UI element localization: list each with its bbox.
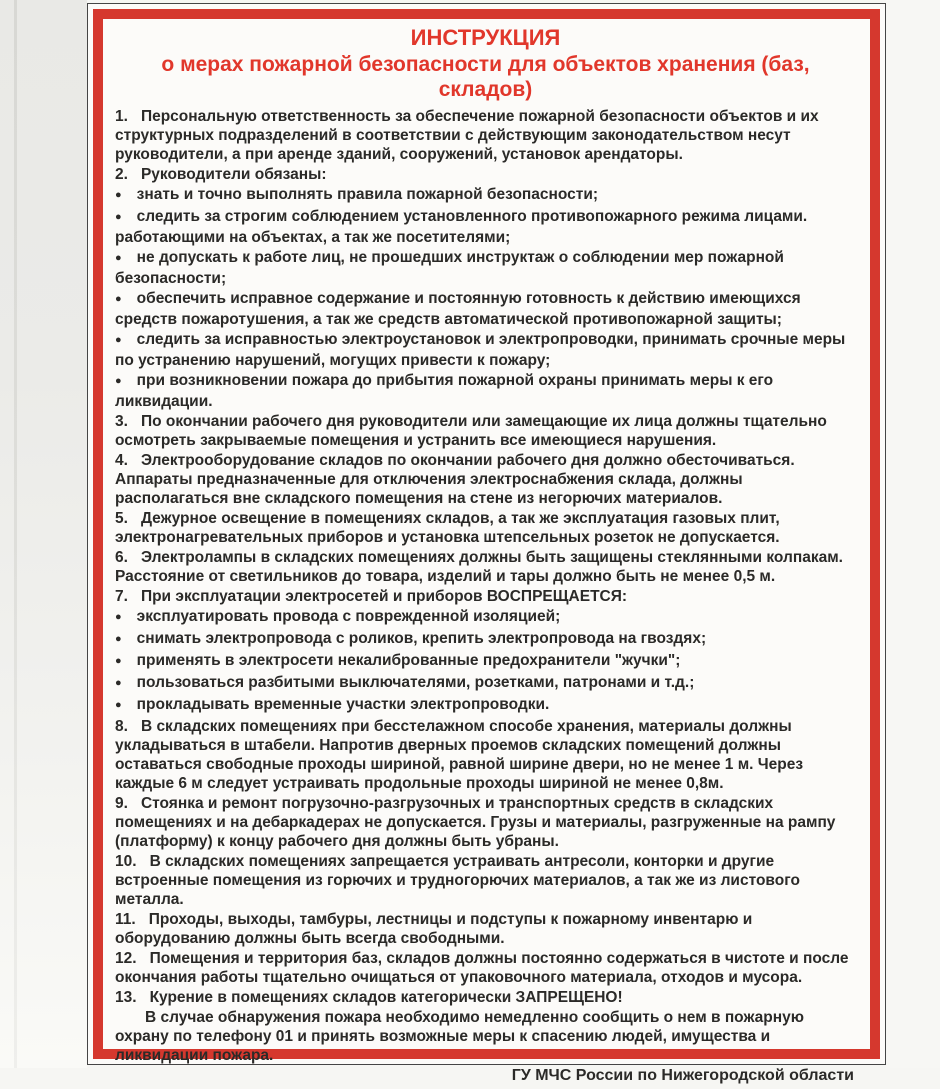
numbered-item: [115, 949, 856, 987]
item-number: 10.: [115, 853, 137, 870]
item-text: Помещения и территория баз, складов должны постоянно содержаться в чистоте и после окончания работы тщательно очищаться от упаковочного материала, отходов и мусора.: [115, 950, 849, 986]
numbered-item: [115, 165, 856, 184]
instruction-list: [115, 107, 856, 1066]
bullet-icon: ●: [115, 375, 122, 387]
bullet-icon: ●: [115, 334, 122, 346]
bullet-icon: ●: [115, 252, 122, 264]
issuing-authority: ГУ МЧС России по Нижегородской области: [511, 1067, 854, 1084]
item-text: В складских помещениях запрещается устраивать антресоли, конторки и другие встроенные помещения из горючих и трудногорючих материалов, а так же из листового металла.: [115, 853, 800, 908]
item-text: прокладывать временные участки электропроводки.: [136, 696, 550, 713]
bullet-item: [115, 371, 856, 411]
bullet-item: [115, 673, 856, 694]
item-number: 11.: [115, 911, 136, 928]
item-text: эксплуатировать провода с поврежденной изоляцией;: [136, 608, 561, 625]
bullet-icon: ●: [115, 699, 122, 711]
numbered-item: [115, 988, 856, 1007]
closing-paragraph: [115, 1008, 856, 1065]
item-number: 13.: [115, 989, 137, 1006]
item-text: Электрооборудование складов по окончании рабочего дня должно обесточиваться. Аппараты предназначенные для отключения электроснабжения склада, должны располагаться вне складского помещения на стене из негорючих материалов.: [115, 452, 795, 507]
item-text: В складских помещениях при бесстелажном способе хранения, материалы должны укладываться в штабели. Напротив дверных проемов складских помещений должны оставаться свободные проходы шириной, равной ширине двери, но не менее 1 м. Через каждые 6 м следует устраивать продольные проходы шириной не менее 0,8м.: [115, 718, 804, 792]
bullet-icon: ●: [115, 189, 122, 201]
item-text: снимать электропровода с роликов, крепить электропровода на гвоздях;: [136, 630, 707, 647]
bullet-item: [115, 651, 856, 672]
bullet-icon: ●: [115, 211, 122, 223]
item-text: Дежурное освещение в помещениях складов, а так же эксплуатация газовых плит, электронагревательных приборов и установка штепсельных розеток не допускается.: [115, 510, 780, 546]
item-text: следить за строгим соблюдением установленного противопожарного режима лицами. работающими на объектах, а так же посетителями;: [115, 208, 808, 246]
numbered-item: [115, 794, 856, 851]
scan-margin-right: [886, 0, 940, 1068]
item-text: не допускать к работе лиц, не прошедших инструктаж о соблюдении мер пожарной безопасности;: [115, 249, 784, 287]
bullet-item: [115, 207, 856, 247]
bullet-item: [115, 185, 856, 206]
numbered-item: [115, 509, 856, 547]
item-number: 6.: [115, 549, 128, 566]
item-text: Стоянка и ремонт погрузочно-разгрузочных и транспортных средств в складских помещениях и на дебаркадерах не допускается. Грузы и материалы, разгруженные на рампу (платформу) к концу рабочего дня должны быть убраны.: [115, 795, 836, 850]
item-text: при возникновении пожара до прибытия пожарной охраны принимать меры к его ликвидации.: [115, 372, 774, 410]
bullet-item: [115, 330, 856, 370]
bullet-item: [115, 248, 856, 288]
item-text: Курение в помещениях складов категорически ЗАПРЕЩЕНО!: [149, 989, 623, 1006]
item-text: В случае обнаружения пожара необходимо немедленно сообщить о нем в пожарную охрану по телефону 01 и принять возможные меры к спасению людей, имущества и ликвидации пожара.: [115, 1009, 804, 1064]
numbered-item: [115, 852, 856, 909]
item-number: 9.: [115, 795, 128, 812]
numbered-item: [115, 107, 856, 164]
bullet-item: [115, 607, 856, 628]
item-number: 8.: [115, 718, 128, 735]
item-text: Проходы, выходы, тамбуры, лестницы и подступы к пожарному инвентарю и оборудованию должны быть всегда свободными.: [115, 911, 753, 947]
numbered-item: [115, 451, 856, 508]
document-subtitle: о мерах пожарной безопасности для объектов хранения (баз, складов): [161, 53, 810, 101]
item-number: 3.: [115, 413, 128, 430]
item-text: знать и точно выполнять правила пожарной безопасности;: [136, 186, 599, 203]
item-number: 12.: [115, 950, 137, 967]
item-text: По окончании рабочего дня руководители или замещающие их лица должны тщательно осмотреть закрываемые помещения и устранить все имеющиеся нарушения.: [115, 413, 827, 449]
bullet-item: [115, 289, 856, 329]
fire-safety-instruction-poster: [87, 3, 886, 1084]
numbered-item: [115, 548, 856, 586]
item-text: пользоваться разбитыми выключателями, розетками, патронами и т.д.;: [136, 674, 695, 691]
document-title: ИНСТРУКЦИЯ: [410, 25, 561, 50]
scan-page-edge-line: [14, 0, 17, 1068]
item-text: следить за исправностью электроустановок и электропроводки, принимать срочные меры по устранению нарушений, могущих привести к пожару;: [115, 331, 846, 369]
item-text: Персональную ответственность за обеспечение пожарной безопасности объектов и их структурных подразделений в соответствии с действующим законодательством несут руководители, а при аренде зданий, сооружений, установок арендаторы.: [115, 108, 819, 163]
numbered-item: [115, 910, 856, 948]
bullet-icon: ●: [115, 677, 122, 689]
bullet-item: [115, 695, 856, 716]
item-number: 5.: [115, 510, 128, 527]
bullet-icon: ●: [115, 633, 122, 645]
red-border-frame: [93, 9, 880, 1084]
item-text: обеспечить исправное содержание и постоянную готовность к действию имеющихся средств пожаротушения, а так же средств автоматической противопожарной защиты;: [115, 290, 801, 328]
item-text: Электролампы в складских помещениях должны быть защищены стеклянными колпакам. Расстояние от светильников до товара, изделий и тары должно быть не менее 0,5 м.: [115, 549, 843, 585]
item-number: 2.: [115, 166, 128, 183]
numbered-item: [115, 412, 856, 450]
bullet-icon: ●: [115, 611, 122, 623]
item-text: При эксплуатации электросетей и приборов ВОСПРЕЩАЕТСЯ:: [140, 588, 628, 605]
item-text: Руководители обязаны:: [140, 166, 327, 183]
bullet-icon: ●: [115, 655, 122, 667]
item-number: 1.: [115, 108, 128, 125]
bullet-icon: ●: [115, 293, 122, 305]
bullet-item: [115, 629, 856, 650]
numbered-item: [115, 717, 856, 793]
item-text: применять в электросети некалиброванные предохранители "жучки";: [136, 652, 681, 669]
item-number: 7.: [115, 588, 128, 605]
item-number: 4.: [115, 452, 128, 469]
numbered-item: [115, 587, 856, 606]
